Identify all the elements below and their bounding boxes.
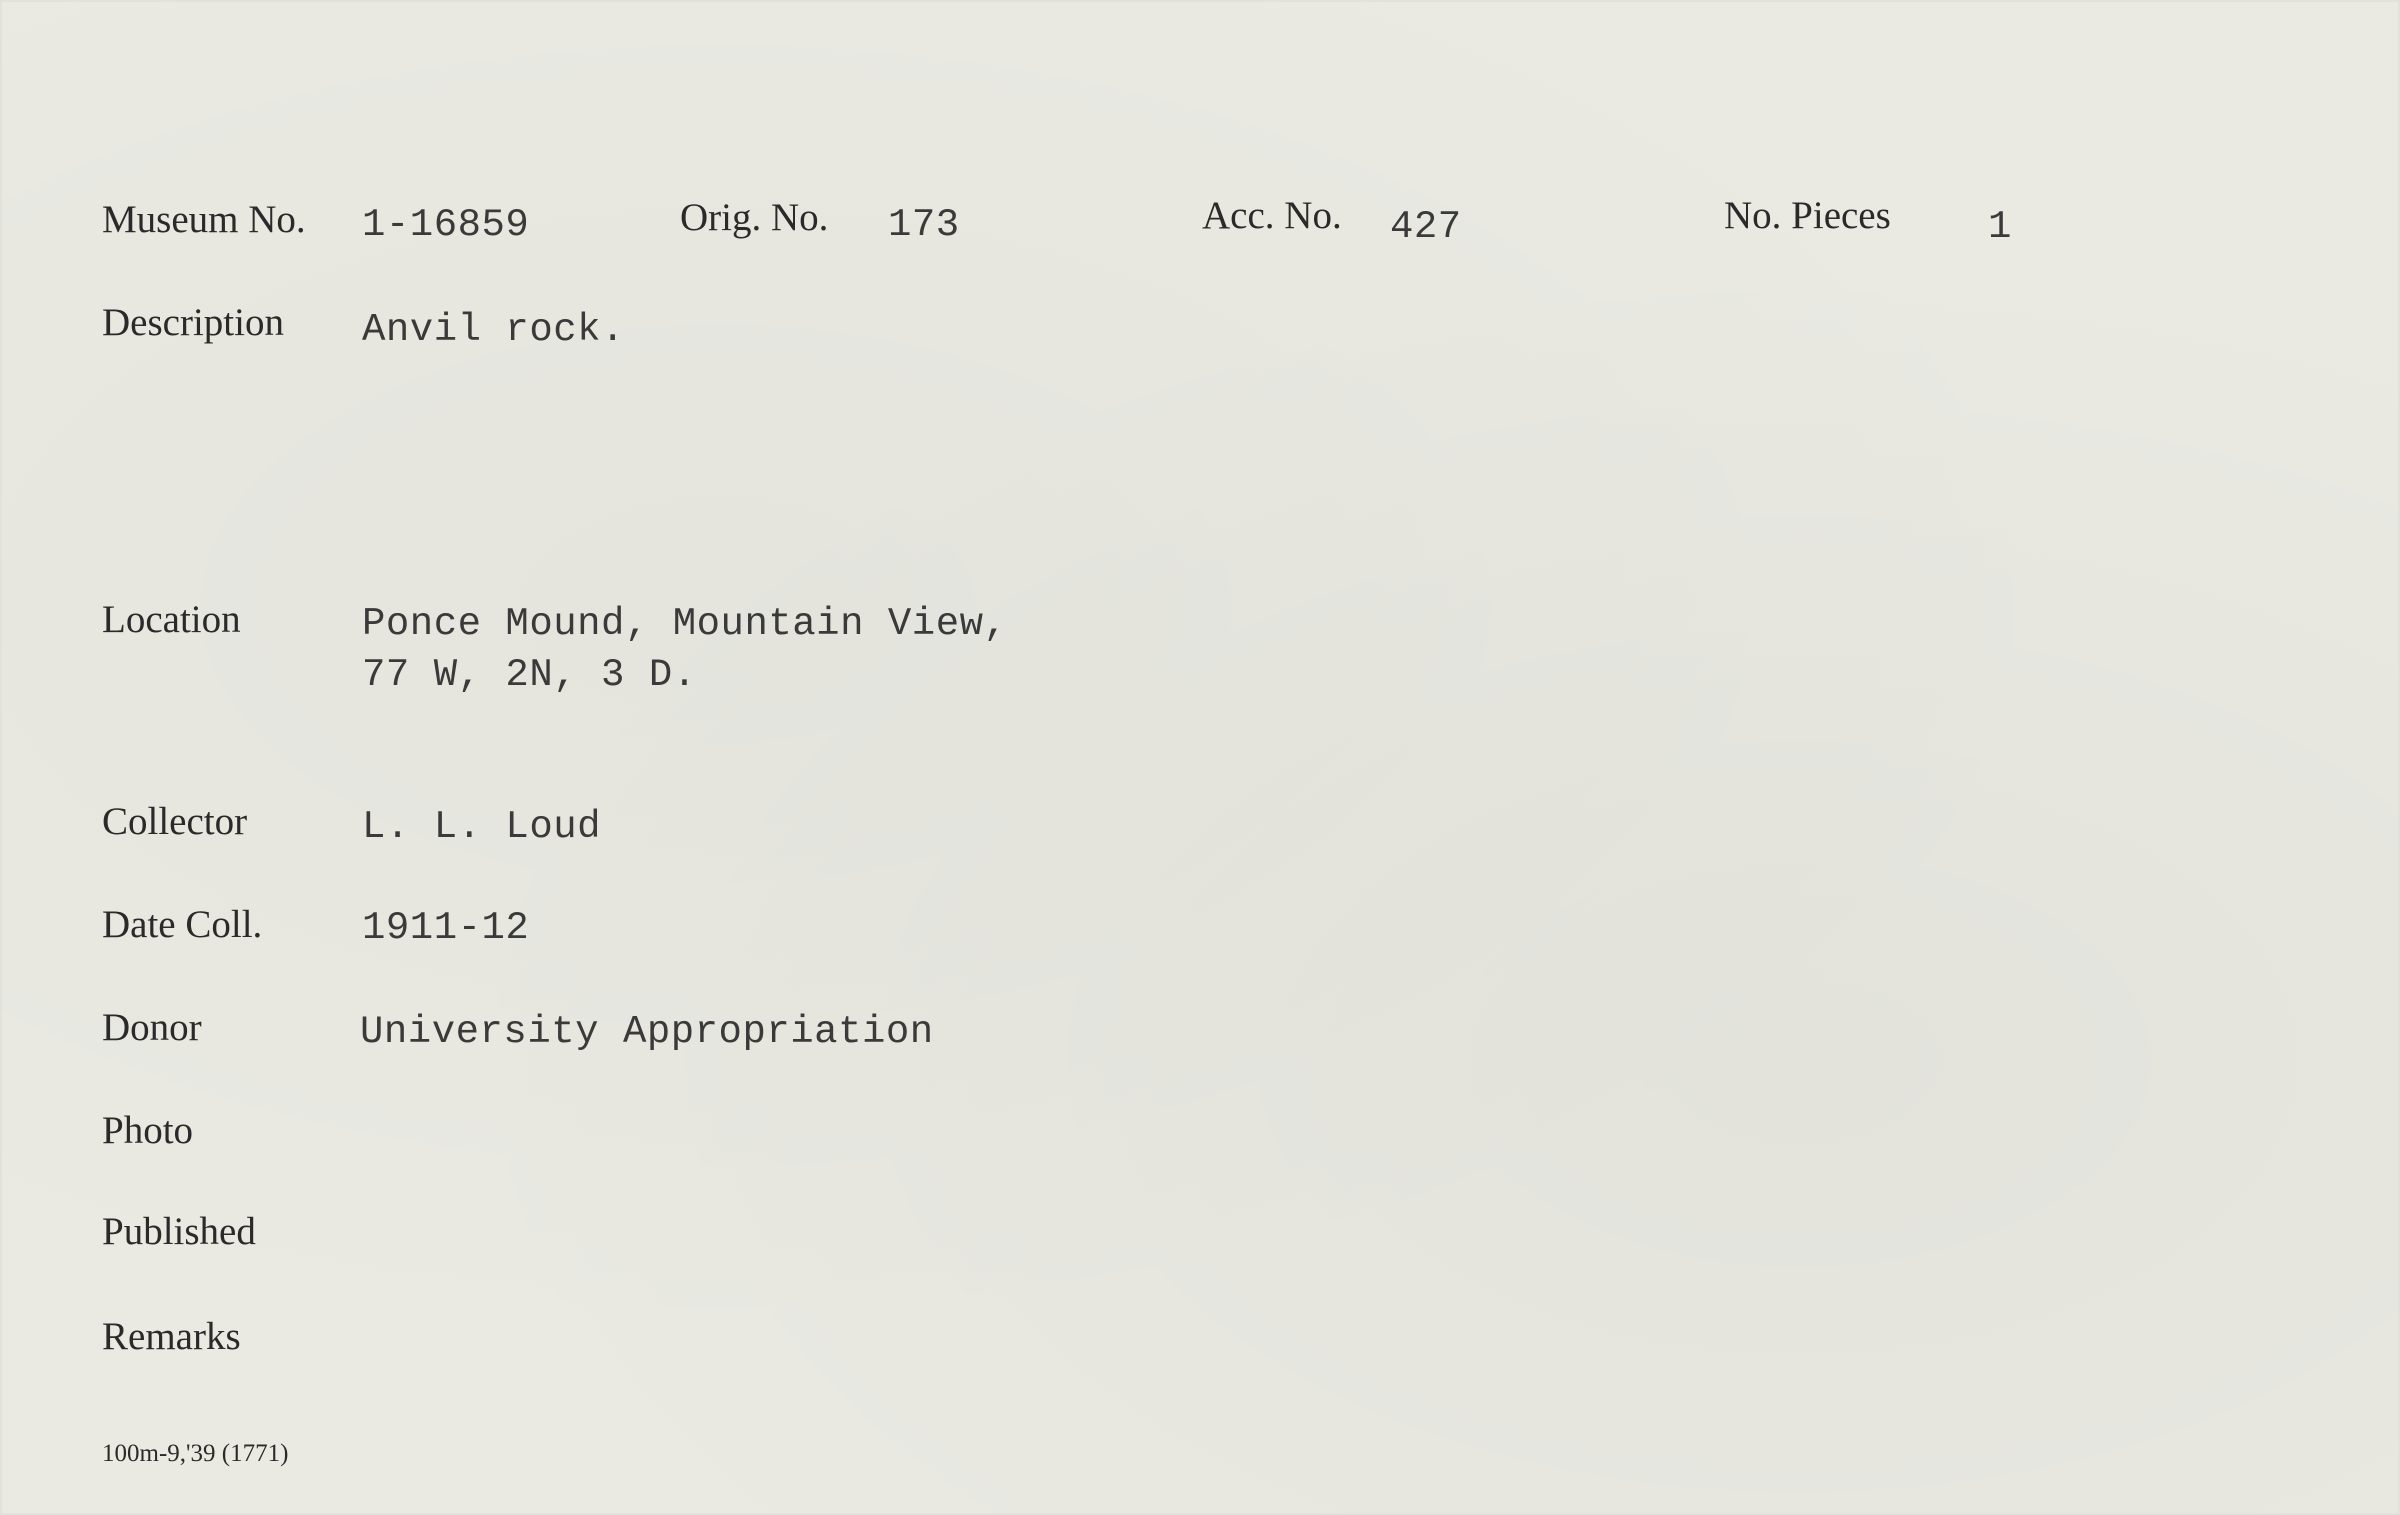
location-label: Location — [102, 598, 241, 641]
location-line-1: Ponce Mound, Mountain View, — [362, 602, 1008, 646]
description-label: Description — [102, 301, 284, 344]
collector-label: Collector — [102, 800, 248, 843]
location-line-2: 77 W, 2N, 3 D. — [362, 653, 697, 697]
no-pieces-value: 1 — [1988, 205, 2012, 249]
donor-label: Donor — [102, 1006, 202, 1049]
orig-no-label: Orig. No. — [680, 196, 829, 239]
photo-label: Photo — [102, 1109, 194, 1152]
date-coll-label: Date Coll. — [102, 903, 263, 946]
location-value — [362, 599, 1007, 701]
remarks-label: Remarks — [102, 1315, 241, 1358]
date-coll-value: 1911-12 — [362, 906, 530, 950]
acc-no-value: 427 — [1390, 205, 1462, 249]
donor-value: University Appropriation — [360, 1010, 934, 1054]
museum-no-value: 1-16859 — [362, 203, 530, 247]
no-pieces-label: No. Pieces — [1724, 194, 1891, 237]
museum-no-label: Museum No. — [102, 198, 306, 241]
print-code: 100m-9,'39 (1771) — [102, 1440, 289, 1467]
description-value: Anvil rock. — [362, 308, 625, 352]
orig-no-value: 173 — [888, 203, 960, 247]
acc-no-label: Acc. No. — [1202, 194, 1342, 237]
collector-value: L. L. Loud — [362, 805, 602, 849]
published-label: Published — [102, 1210, 256, 1253]
